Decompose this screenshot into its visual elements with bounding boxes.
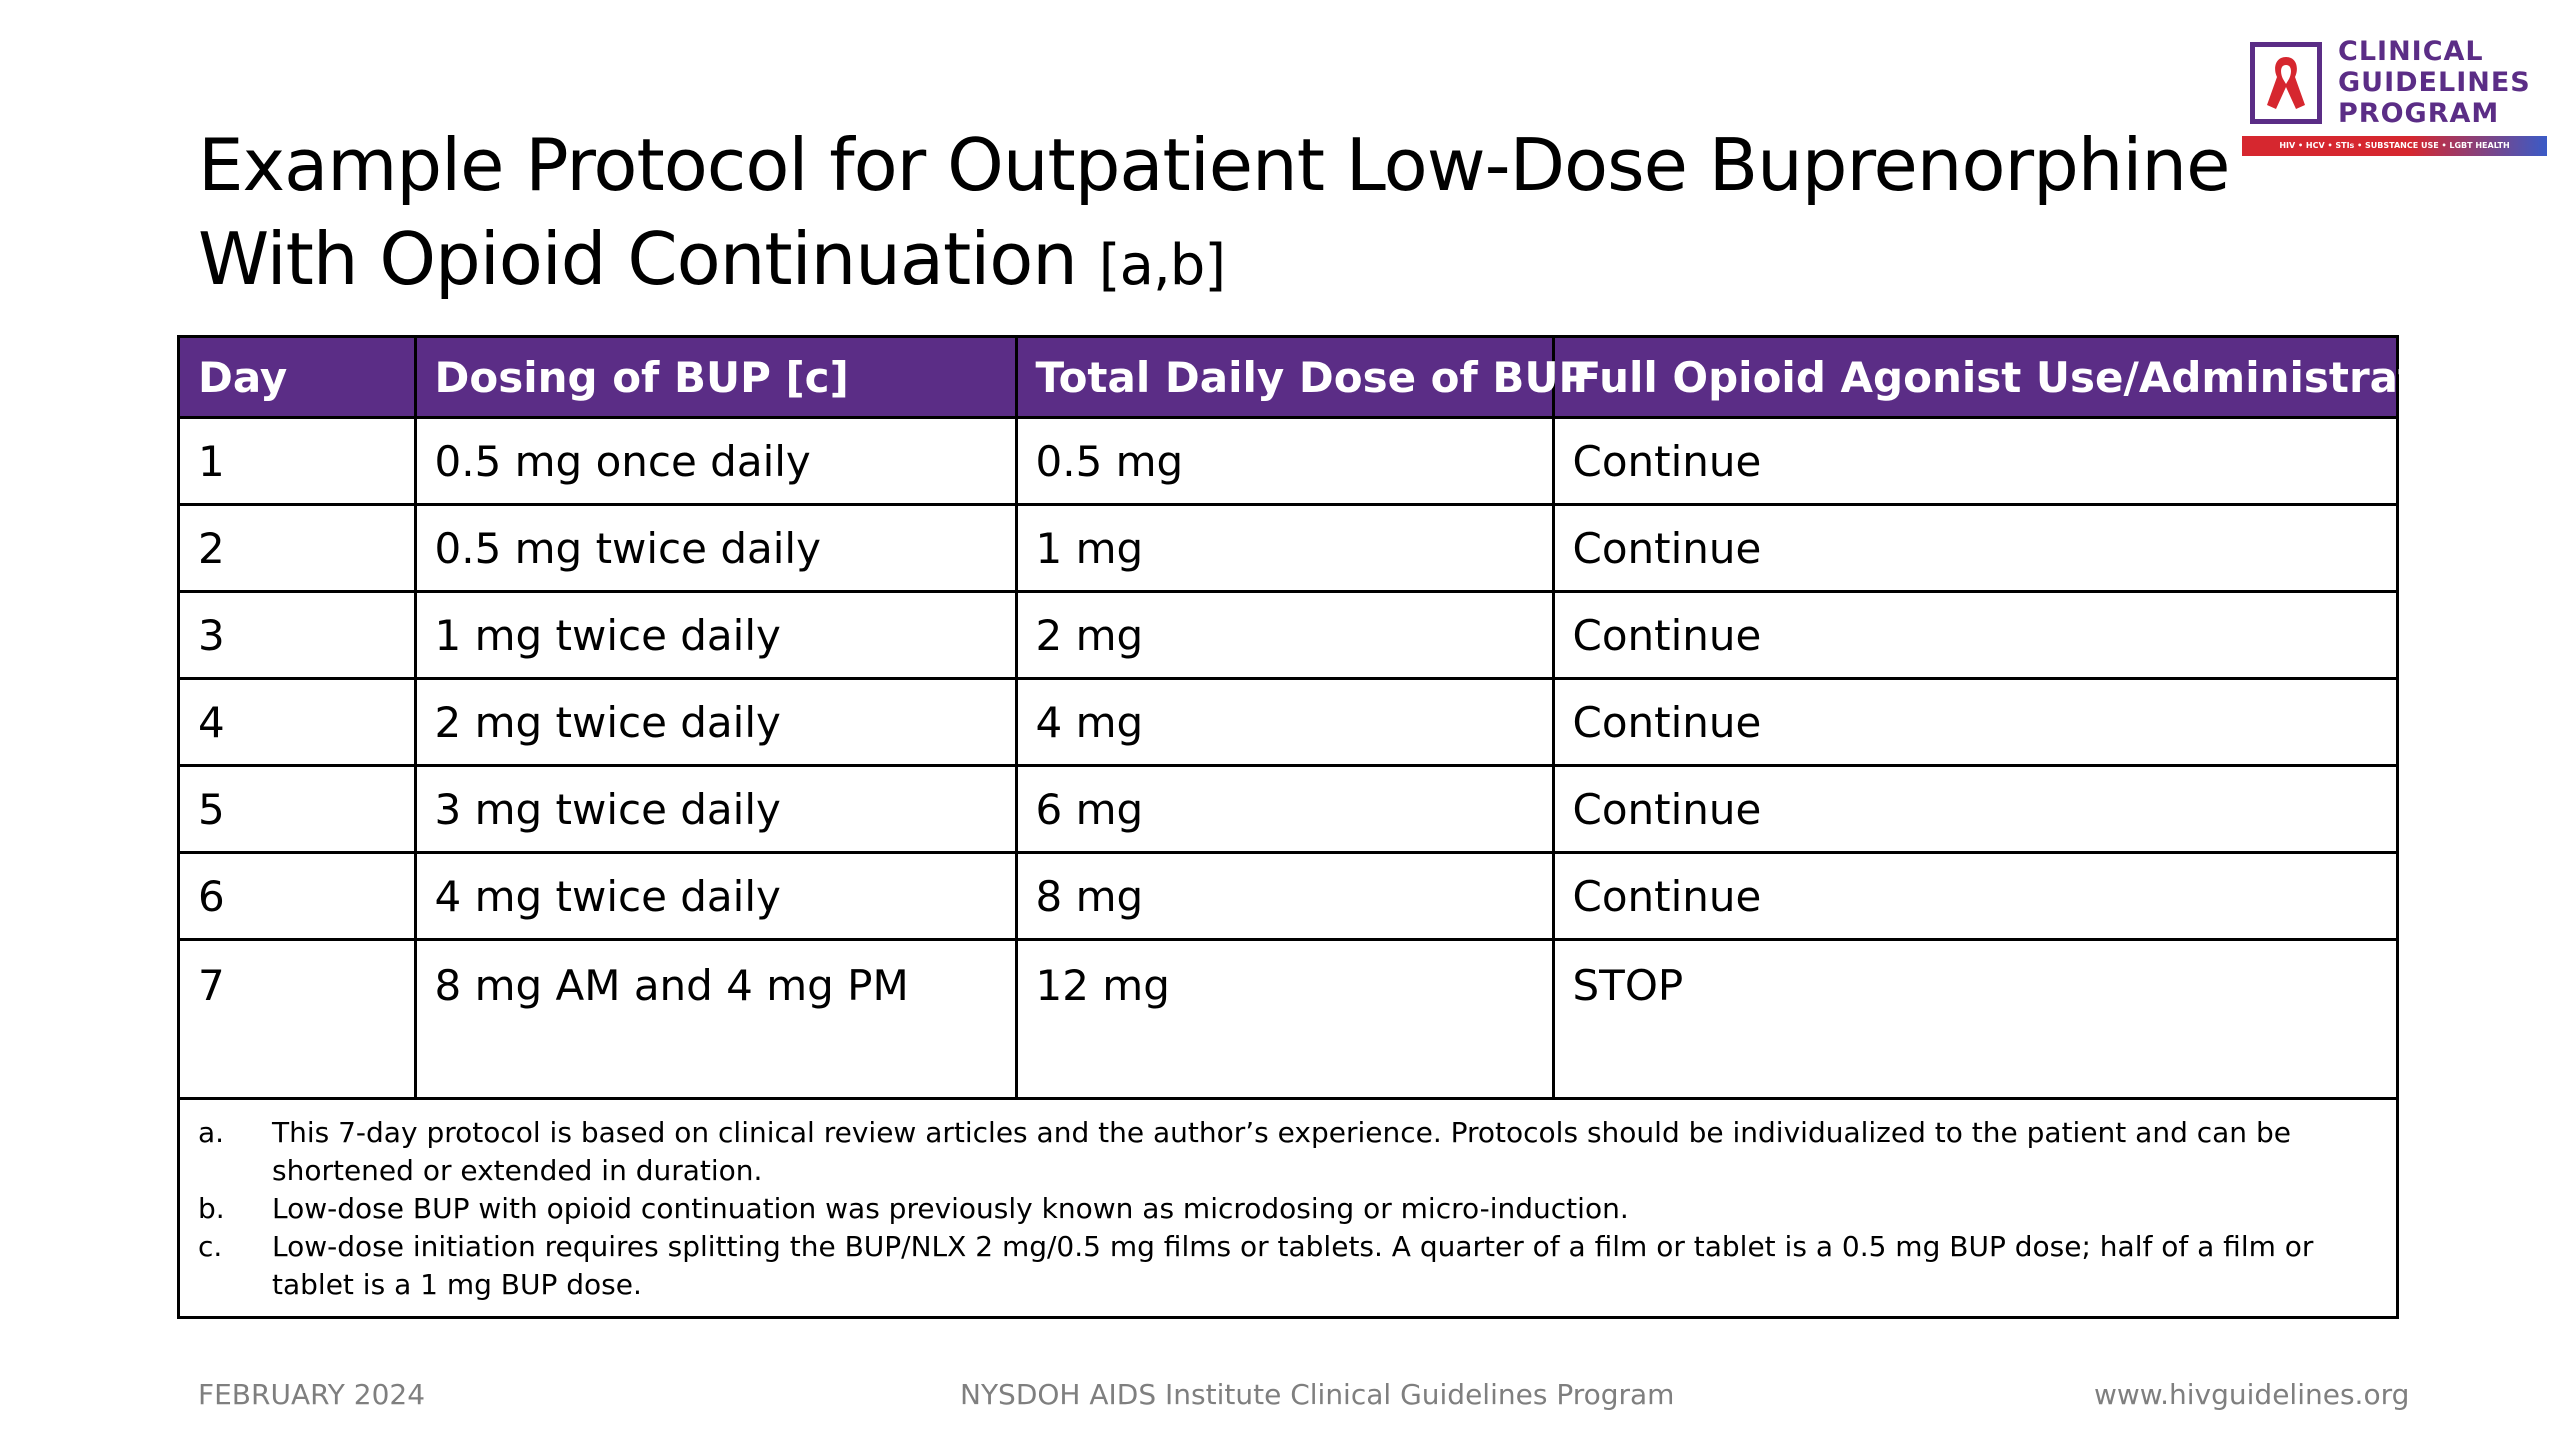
cell-total-dose: 2 mg bbox=[1016, 592, 1553, 679]
footnote-b bbox=[198, 1190, 2366, 1228]
cell-dosing: 8 mg AM and 4 mg PM bbox=[415, 940, 1016, 1099]
footnote-label: b. bbox=[198, 1192, 225, 1225]
logo-line-2: GUIDELINES bbox=[2338, 67, 2531, 98]
table-row bbox=[180, 418, 2396, 505]
cell-opioid-agonist: STOP bbox=[1553, 940, 2396, 1099]
footer-website[interactable]: www.hivguidelines.org bbox=[2094, 1378, 2410, 1411]
footnotes-cell bbox=[180, 1099, 2396, 1317]
header-day: Day bbox=[180, 338, 415, 418]
title-line-2-text: With Opioid Continuation bbox=[198, 217, 1077, 301]
cell-total-dose: 6 mg bbox=[1016, 766, 1553, 853]
title-reference: [a,b] bbox=[1098, 233, 1226, 298]
table-row bbox=[180, 940, 2396, 1099]
cell-total-dose: 8 mg bbox=[1016, 853, 1553, 940]
protocol-table bbox=[177, 335, 2492, 1319]
logo-wordmark bbox=[2338, 36, 2531, 129]
title-line-2 bbox=[198, 212, 2198, 313]
header-dosing: Dosing of BUP [c] bbox=[415, 338, 1016, 418]
footnote-text: Low-dose BUP with opioid continuation was previously known as microdosing or micro-induction. bbox=[272, 1192, 1629, 1225]
footnote-label: a. bbox=[198, 1116, 225, 1149]
slide-title bbox=[198, 118, 2230, 313]
cell-opioid-agonist: Continue bbox=[1553, 418, 2396, 505]
cell-day: 1 bbox=[180, 418, 415, 505]
cell-total-dose: 4 mg bbox=[1016, 679, 1553, 766]
cell-total-dose: 12 mg bbox=[1016, 940, 1553, 1099]
footer-program: NYSDOH AIDS Institute Clinical Guidelines Program bbox=[960, 1378, 1675, 1411]
cell-dosing: 0.5 mg once daily bbox=[415, 418, 1016, 505]
header-total-dose: Total Daily Dose of BUP bbox=[1016, 338, 1553, 418]
cell-total-dose: 0.5 mg bbox=[1016, 418, 1553, 505]
cell-day: 7 bbox=[180, 940, 415, 1099]
footnote-c bbox=[198, 1228, 2366, 1304]
logo-tagline: HIV • HCV • STIs • SUBSTANCE USE • LGBT HEALTH bbox=[2242, 136, 2547, 156]
cell-opioid-agonist: Continue bbox=[1553, 853, 2396, 940]
cell-dosing: 2 mg twice daily bbox=[415, 679, 1016, 766]
cell-dosing: 3 mg twice daily bbox=[415, 766, 1016, 853]
table-row bbox=[180, 853, 2396, 940]
cell-opioid-agonist: Continue bbox=[1553, 766, 2396, 853]
table-row bbox=[180, 679, 2396, 766]
title-line-1: Example Protocol for Outpatient Low-Dose Buprenorphine bbox=[198, 123, 2230, 207]
clinical-guidelines-logo bbox=[2242, 36, 2547, 160]
footnote-text: Low-dose initiation requires splitting the BUP/NLX 2 mg/0.5 mg films or tablets. A quarter of a film or tablet is a 0.5 mg BUP dose; half of a film or tablet is a 1 mg BUP dose. bbox=[272, 1230, 2314, 1301]
footnote-a bbox=[198, 1114, 2366, 1190]
header-opioid-agonist: Full Opioid Agonist Use/Administration bbox=[1553, 338, 2396, 418]
table-row bbox=[180, 592, 2396, 679]
cell-total-dose: 1 mg bbox=[1016, 505, 1553, 592]
logo-line-3: PROGRAM bbox=[2338, 98, 2500, 129]
cell-day: 3 bbox=[180, 592, 415, 679]
footnote-label: c. bbox=[198, 1230, 223, 1263]
cell-opioid-agonist: Continue bbox=[1553, 592, 2396, 679]
footnote-text: This 7-day protocol is based on clinical review articles and the author’s experience. Protocols should be individualized to the patient and can be shortened or extended in duration. bbox=[272, 1116, 2291, 1187]
cell-dosing: 4 mg twice daily bbox=[415, 853, 1016, 940]
cell-dosing: 1 mg twice daily bbox=[415, 592, 1016, 679]
cell-day: 4 bbox=[180, 679, 415, 766]
table-row bbox=[180, 766, 2396, 853]
footer-date: FEBRUARY 2024 bbox=[198, 1378, 426, 1411]
footnotes-row bbox=[180, 1099, 2396, 1317]
cell-dosing: 0.5 mg twice daily bbox=[415, 505, 1016, 592]
cell-day: 6 bbox=[180, 853, 415, 940]
table-row bbox=[180, 505, 2396, 592]
ribbon-icon bbox=[2263, 53, 2309, 115]
cell-day: 5 bbox=[180, 766, 415, 853]
logo-line-1: CLINICAL bbox=[2338, 36, 2484, 67]
table-header-row bbox=[180, 338, 2396, 418]
cell-opioid-agonist: Continue bbox=[1553, 505, 2396, 592]
logo-box bbox=[2250, 42, 2322, 124]
cell-day: 2 bbox=[180, 505, 415, 592]
cell-opioid-agonist: Continue bbox=[1553, 679, 2396, 766]
